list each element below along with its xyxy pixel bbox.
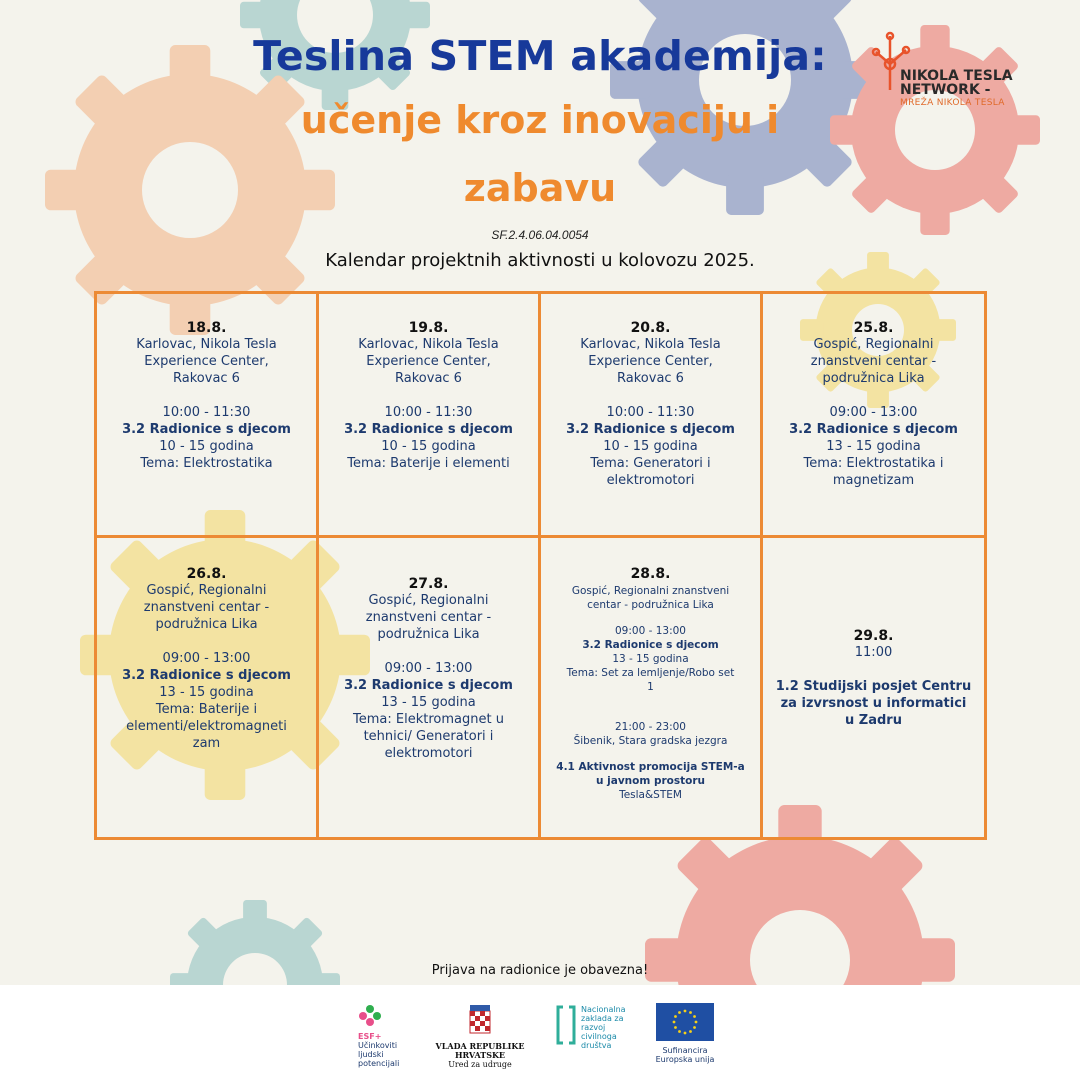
- cell-location: Karlovac, Nikola Tesla: [136, 337, 277, 352]
- cell-activity: za izvrsnost u informatici: [780, 696, 967, 711]
- cell-location: Rakovac 6: [617, 371, 684, 386]
- cell-age: 13 - 15 godina: [826, 439, 921, 454]
- calendar-cell-19-8: [316, 291, 541, 538]
- esf-line: ljudski: [358, 1050, 384, 1059]
- cell-date: 26.8.: [186, 566, 227, 582]
- calendar-cell-25-8: [760, 291, 987, 538]
- cell-activity-second: u javnom prostoru: [596, 775, 705, 787]
- eu-flag-icon: [656, 1003, 714, 1041]
- vlada-logo: [420, 1003, 540, 1069]
- eu-line: Sufinancira: [662, 1046, 708, 1055]
- logo-line3: MREŽA NIKOLA TESLA: [900, 98, 1005, 108]
- cell-time: 09:00 - 13:00: [829, 405, 918, 420]
- cell-location: Karlovac, Nikola Tesla: [580, 337, 721, 352]
- zaklada-line: društva: [581, 1041, 612, 1050]
- cell-age: 10 - 15 godina: [381, 439, 476, 454]
- cell-topic: elektromotori: [606, 473, 695, 488]
- esf-line: Učinkoviti: [358, 1041, 398, 1050]
- cell-location: Experience Center,: [366, 354, 491, 369]
- cell-date: 28.8.: [630, 566, 671, 582]
- cell-location: znanstveni centar -: [143, 600, 270, 615]
- cell-topic: Tema: Generatori i: [590, 456, 711, 471]
- cell-activity: 3.2 Radionice s djecom: [789, 422, 958, 437]
- eu-star: [678, 1030, 681, 1033]
- cell-location: podružnica Lika: [377, 627, 480, 642]
- eu-star: [684, 1032, 687, 1035]
- cell-date: 19.8.: [408, 320, 449, 336]
- cell-topic: Tema: Elektrostatika: [140, 456, 273, 471]
- cell-topic: elektromotori: [384, 746, 473, 761]
- eu-star: [674, 1015, 677, 1018]
- cell-location: znanstveni centar -: [365, 610, 492, 625]
- cell-location: podružnica Lika: [155, 617, 258, 632]
- croatia-coat-of-arms-icon: [468, 1003, 492, 1037]
- cell-location: Gospić, Regionalni: [368, 593, 489, 608]
- zaklada-line: razvoj: [581, 1023, 606, 1032]
- cell-date: 18.8.: [186, 320, 227, 336]
- cell-activity: 3.2 Radionice s djecom: [566, 422, 735, 437]
- cell-topic: Tema: Baterije i: [155, 702, 258, 717]
- nikola-tesla-network-logo: [868, 28, 1038, 108]
- cell-age: 13 - 15 godina: [381, 695, 476, 710]
- cell-time: 09:00 - 13:00: [615, 625, 686, 637]
- eu-star: [678, 1011, 681, 1014]
- calendar-subtitle: Kalendar projektnih aktivnosti u kolovozu 2025.: [325, 250, 755, 271]
- zaklada-line: Nacionalna: [581, 1005, 626, 1014]
- cell-time: 10:00 - 11:30: [162, 405, 251, 420]
- cell-activity: 3.2 Radionice s djecom: [582, 639, 719, 651]
- cell-topic: Tema: Elektromagnet u: [353, 712, 504, 727]
- cell-activity: 3.2 Radionice s djecom: [344, 678, 513, 693]
- cell-time-second: 21:00 - 23:00: [615, 721, 686, 733]
- calendar-cell-18-8: [94, 291, 319, 538]
- cell-time: 09:00 - 13:00: [384, 661, 473, 676]
- cell-date: 27.8.: [408, 576, 449, 592]
- cell-time: 09:00 - 13:00: [162, 651, 251, 666]
- cell-location: Gospić, Regionalni: [146, 583, 267, 598]
- vlada-name: VLADA REPUBLIKE HRVATSKE: [435, 1041, 525, 1060]
- signup-note: Prijava na radionice je obavezna!: [431, 963, 649, 978]
- cell-topic: Tema: Set za lemljenje/Robo set: [566, 667, 735, 679]
- page-title-line3: zabavu: [463, 166, 617, 210]
- eu-star: [695, 1021, 698, 1024]
- zaklada-line: zaklada za: [581, 1014, 624, 1023]
- calendar-cell-27-8: [316, 535, 541, 840]
- cell-date: 25.8.: [853, 320, 894, 336]
- calendar-cell-20-8: [538, 291, 763, 538]
- page-title: Teslina STEM akademija:: [253, 32, 827, 80]
- esf-logo: [358, 1003, 418, 1068]
- cell-location: znanstveni centar -: [810, 354, 937, 369]
- cell-topic: magnetizam: [832, 473, 915, 488]
- cell-location: Karlovac, Nikola Tesla: [358, 337, 499, 352]
- eu-star: [684, 1010, 687, 1013]
- cell-age: 13 - 15 godina: [612, 653, 689, 665]
- eu-star: [693, 1026, 696, 1029]
- cell-topic: tehnici/ Generatori i: [363, 729, 494, 744]
- cell-topic: zam: [192, 736, 221, 751]
- cell-age: 10 - 15 godina: [603, 439, 698, 454]
- eu-star: [689, 1011, 692, 1014]
- cell-topic: 1: [647, 681, 654, 693]
- zaklada-line: civilnoga: [581, 1032, 617, 1041]
- zaklada-bracket-icon: [555, 1005, 577, 1045]
- eu-star: [693, 1015, 696, 1018]
- cell-age: 10 - 15 godina: [159, 439, 254, 454]
- cell-location: podružnica Lika: [822, 371, 925, 386]
- cell-topic: elementi/elektromagneti: [126, 719, 287, 734]
- cell-location: centar - podružnica Lika: [587, 599, 714, 611]
- cell-age: 13 - 15 godina: [159, 685, 254, 700]
- cell-activity: 3.2 Radionice s djecom: [122, 668, 291, 683]
- cell-date: 20.8.: [630, 320, 671, 336]
- cell-location-second: Šibenik, Stara gradska jezgra: [573, 735, 728, 747]
- vlada-sub: Ured za udruge: [448, 1060, 512, 1069]
- project-code: SF.2.4.06.04.0054: [491, 228, 589, 242]
- eu-logo: [652, 1003, 718, 1064]
- esf-abbr: ESF+: [358, 1032, 382, 1041]
- page-title-line2: učenje kroz inovaciju i: [300, 98, 780, 142]
- cell-location: Gospić, Regionalni: [813, 337, 934, 352]
- logo-line1: NIKOLA TESLA: [900, 68, 1013, 84]
- cell-location: Rakovac 6: [173, 371, 240, 386]
- cell-time: 11:00: [854, 645, 893, 660]
- calendar-cell-29-8: [760, 535, 987, 840]
- cell-topic: Tema: Baterije i elementi: [347, 456, 510, 471]
- eu-star: [673, 1021, 676, 1024]
- cell-date: 29.8.: [853, 628, 894, 644]
- calendar-cell-28-8: [538, 535, 763, 840]
- cell-location: Rakovac 6: [395, 371, 462, 386]
- cell-location: Experience Center,: [588, 354, 713, 369]
- eu-star: [689, 1030, 692, 1033]
- footer-logos: [0, 985, 1080, 1080]
- cell-activity-second: 4.1 Aktivnost promocija STEM-a: [556, 761, 745, 773]
- eu-line: Europska unija: [655, 1055, 715, 1064]
- cell-location: Gospić, Regionalni znanstveni: [571, 585, 730, 597]
- cell-time: 10:00 - 11:30: [606, 405, 695, 420]
- eu-star: [674, 1026, 677, 1029]
- cell-activity: 3.2 Radionice s djecom: [122, 422, 291, 437]
- logo-line2: NETWORK -: [900, 82, 991, 98]
- cell-topic: Tema: Elektrostatika i: [803, 456, 944, 471]
- cell-activity: 3.2 Radionice s djecom: [344, 422, 513, 437]
- cell-location: Experience Center,: [144, 354, 269, 369]
- cell-time: 10:00 - 11:30: [384, 405, 473, 420]
- cell-activity: u Zadru: [845, 713, 902, 728]
- esf-line: potencijali: [358, 1059, 400, 1068]
- cell-note: Tesla&STEM: [619, 789, 682, 801]
- cell-activity: 1.2 Studijski posjet Centru: [775, 679, 972, 694]
- calendar-cell-26-8: [94, 535, 319, 840]
- esf-star-icon: [358, 1003, 382, 1027]
